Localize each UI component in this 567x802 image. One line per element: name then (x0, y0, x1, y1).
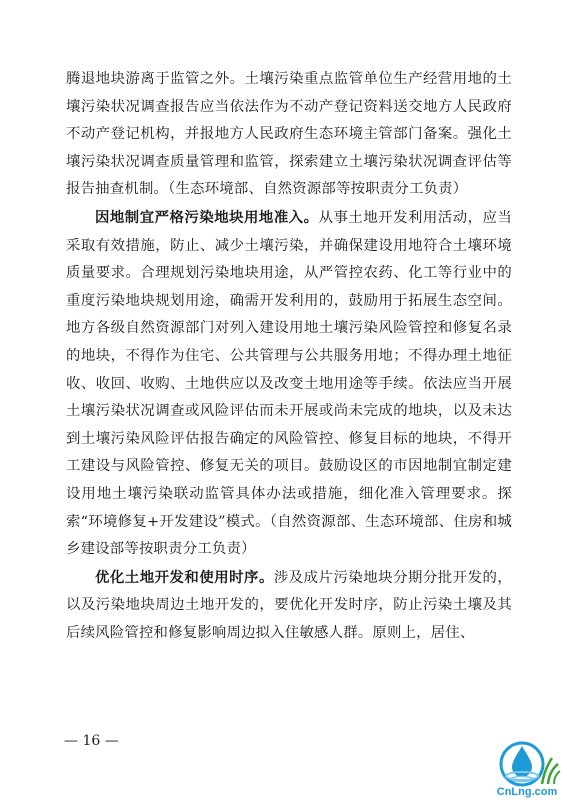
document-body (66, 66, 512, 647)
page-number: — 16 — (64, 733, 119, 749)
water-drop-logo-icon (492, 738, 562, 798)
paragraph-3-body: 涉及成片污染地块分期分批开发的，以及污染地块周边土地开发的，要优化开发时序，防止污染土壤及其后续风险管控和修复影响周边拟入住敏感人群。原则上，居住、 (66, 569, 513, 641)
paragraph-2-heading: 因地制宜严格污染地块用地准入。 (95, 208, 319, 226)
paragraph-2-body: 从事土地开发利用活动，应当采取有效措施，防止、减少土壤污染，并确保建设用地符合土壤环境质量要求。合理规划污染地块用途，从严管控农药、化工等行业中的重度污染地块规划用途，确需开发利用的，鼓励用于拓展生态空间。地方各级自然资源部门对列入建设用地土壤污染风险管控和修复名录的地块，不得作为住宅、公共管理与公共服务用地；不得办理土地征收、收回、收购、土地供应以及改变土地用途等手续。依法应当开展土壤污染状况调查或风险评估而未开展或尚未完成的地块，以及未达到土壤污染风险评估报告确定的风险管控、修复目标的地块，不得开工建设与风险管控、修复无关的项目。鼓励设区的市因地制宜制定建设用地土壤污染联动监管具体办法或措施，细化准入管理要求。探索“环境修复+开发建设”模式。（自然资源部、生态环境部、住房和城乡建设部等按职责分工负责） (66, 209, 512, 558)
paragraph-1: 腾退地块游离于监管之外。土壤污染重点监管单位生产经营用地的土壤污染状况调查报告应当依法作为不动产登记资料送交地方人民政府不动产登记机构，并报地方人民政府生态环境主管部门备案。强化土壤污染状况调查质量管理和监管，探索建立土壤污染状况调查评估等报告抽查机制。（生态环境部、自然资源部等按职责分工负责） (66, 71, 512, 198)
paragraph-3 (66, 564, 512, 648)
paragraph-3-heading: 优化土地开发和使用时序。 (95, 568, 274, 586)
logo-text: CnLng.com (496, 786, 558, 798)
logo-graphic (492, 738, 562, 798)
paragraph-2 (66, 204, 512, 564)
